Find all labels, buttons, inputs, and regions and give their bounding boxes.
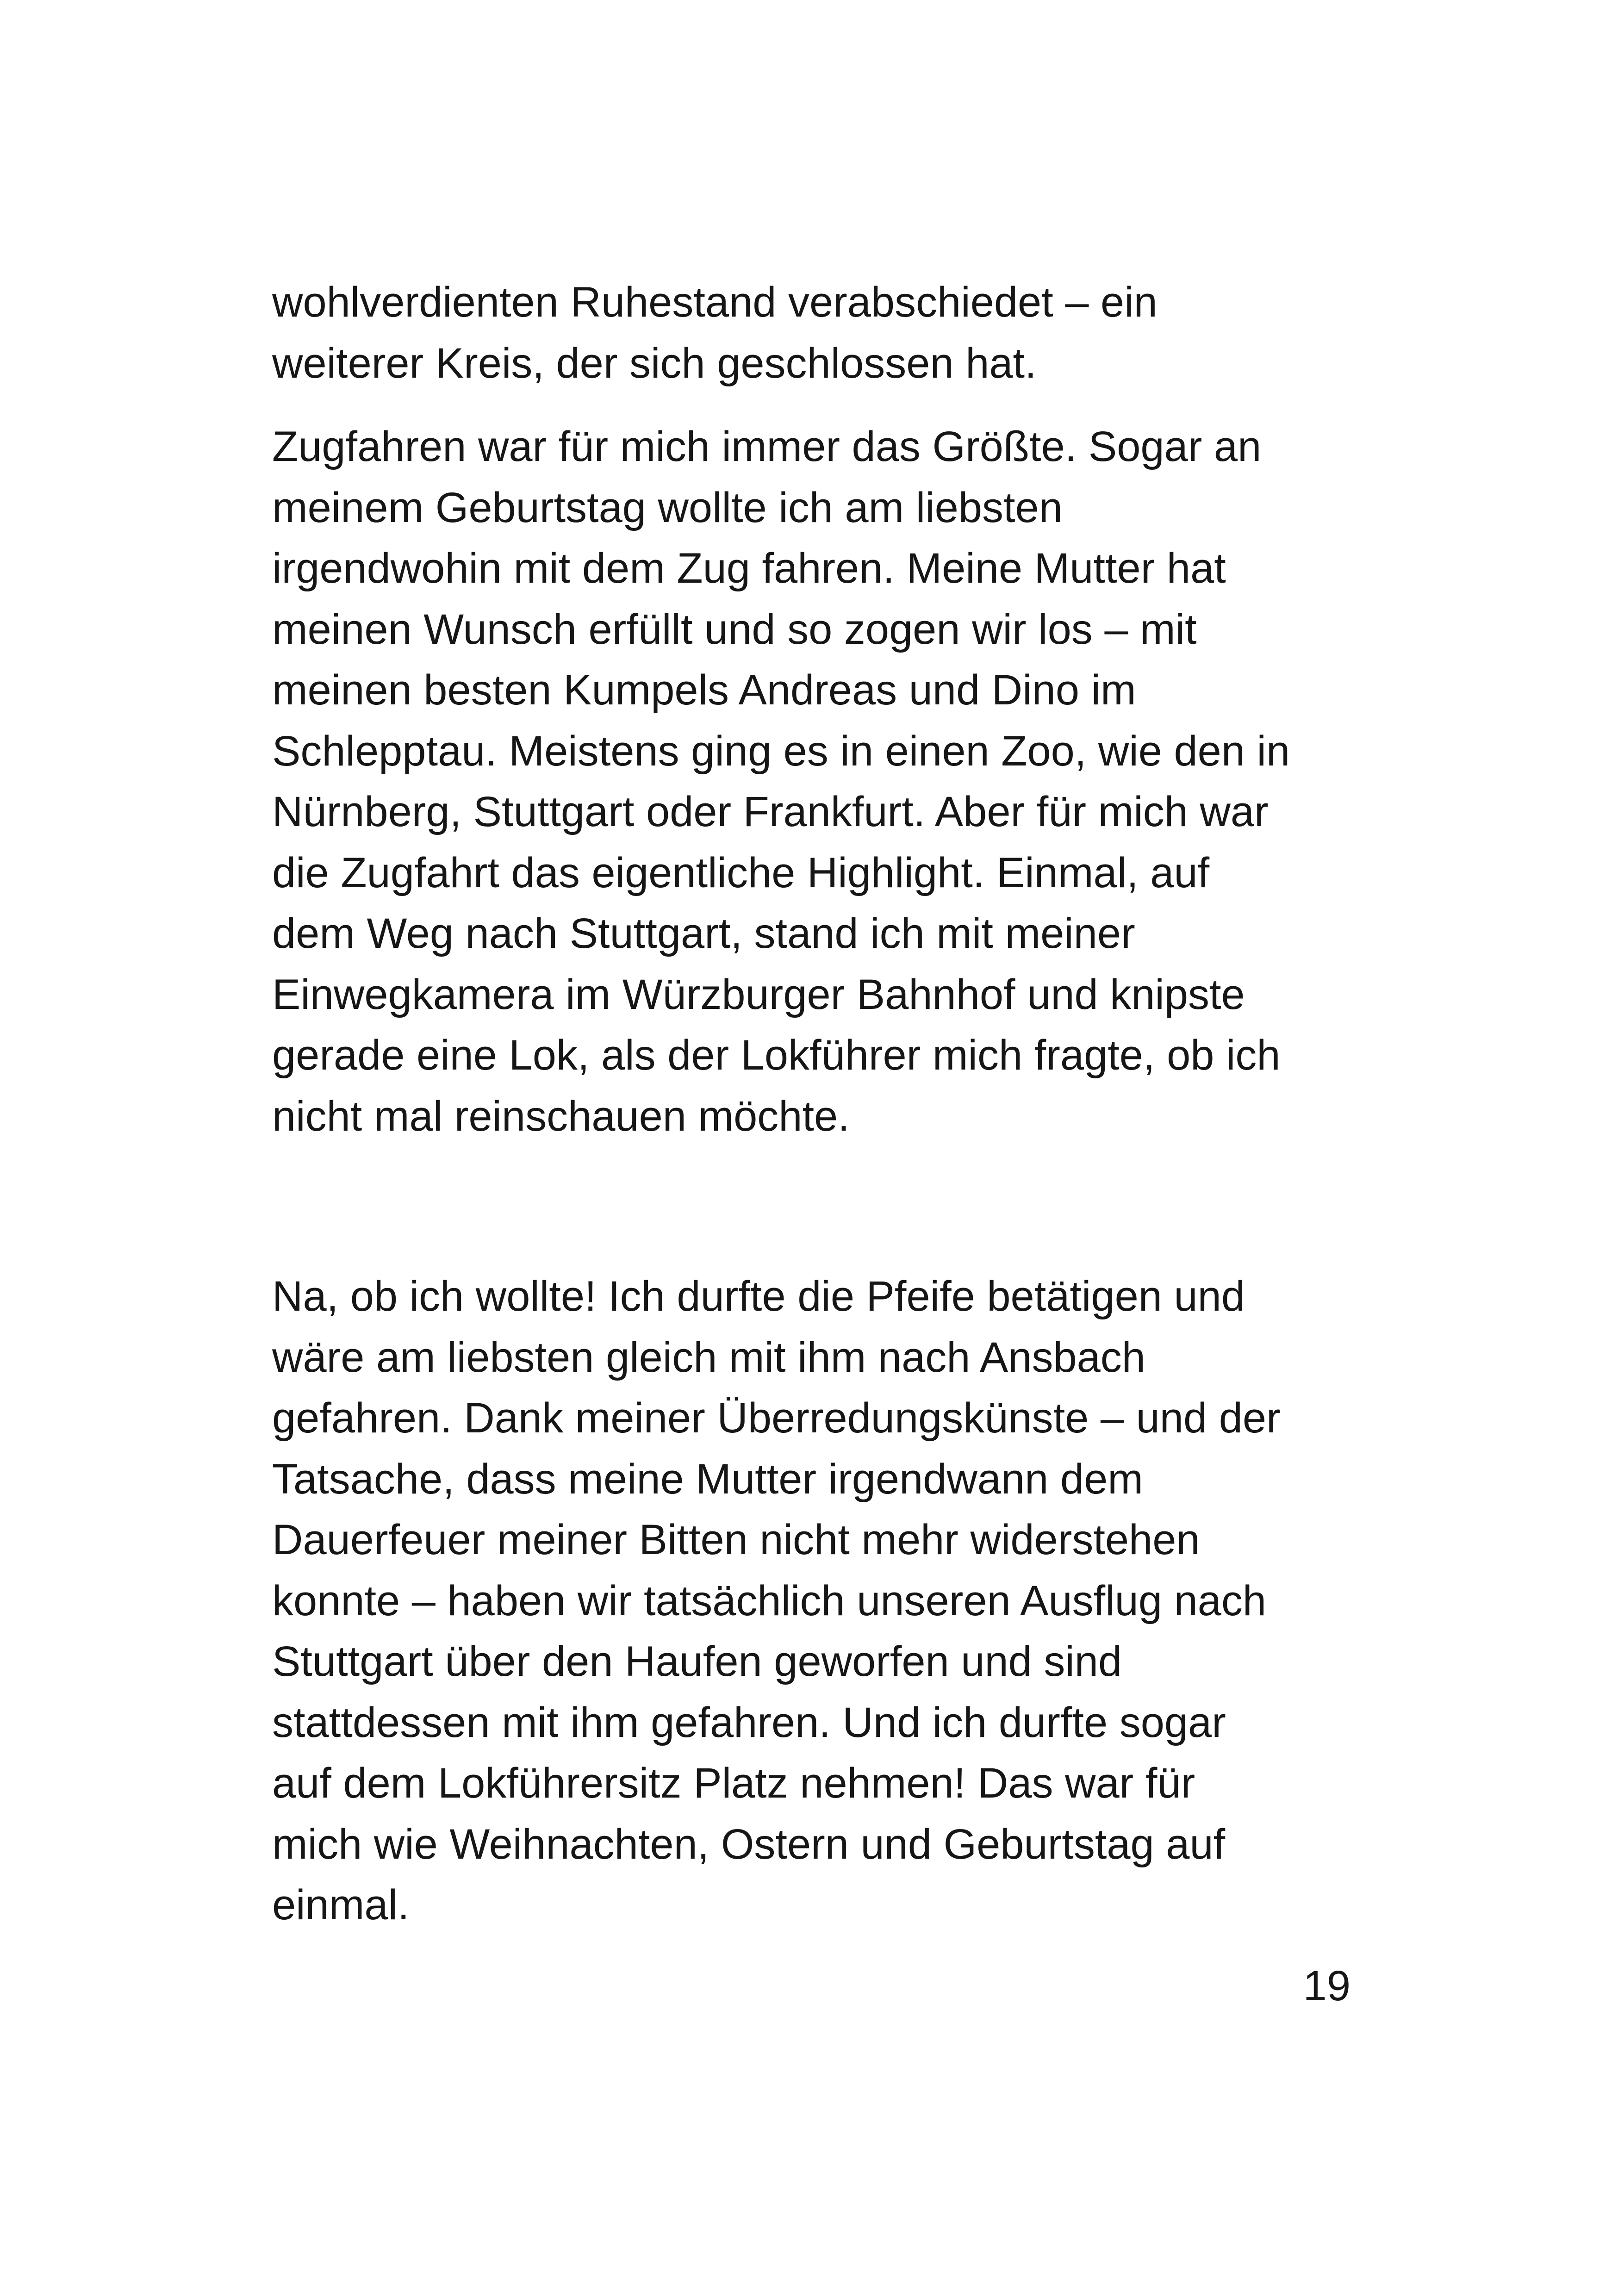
paragraph-3: [272, 1266, 1350, 1936]
paragraph-text: Na, ob ich wollte! Ich durfte die Pfeife betätigen und wäre am liebsten gleich mit ihm nach Ansbach gefahren. Dank meiner Überredungskünste – und der Tatsache, dass meine Mutter irgendwann dem Dauerfeuer meiner Bitten nicht mehr widerstehen konnte – haben wir tatsächlich unseren Ausflug nach Stuttgart über den Haufen geworfen und sind stattdessen mit ihm gefahren. Und ich durfte sogar auf dem Lokführersitz Platz nehmen! Das war für mich wie Weihnachten, Ostern und Geburtstag auf einmal.: [272, 1273, 1281, 1929]
paragraph-2: [272, 417, 1350, 1147]
paragraph-text: Zugfahren war für mich immer das Größte. Sogar an meinem Geburtstag wollte ich am liebsten irgendwohin mit dem Zug fahren. Meine Mutter hat meinen Wunsch erfüllt und so zogen wir los – mit meinen besten Kumpels Andreas und Dino im Schlepptau. Meistens ging es in einen Zoo, wie den in Nürnberg, Stuttgart oder Frankfurt. Aber für mich war die Zugfahrt das eigentliche Highlight. Einmal, auf dem Weg nach Stuttgart, stand ich mit meiner Einwegkamera im Würzburger Bahnhof und knipste gerade eine Lok, als der Lokführer mich fragte, ob ich nicht mal reinschauen möchte.: [272, 423, 1290, 1140]
paragraph-1: [272, 272, 1350, 394]
paragraph-text: wohlverdienten Ruhestand verabschiedet – ein weiterer Kreis, der sich geschlossen hat.: [272, 279, 1157, 387]
page-number: 19: [1303, 1962, 1350, 2010]
